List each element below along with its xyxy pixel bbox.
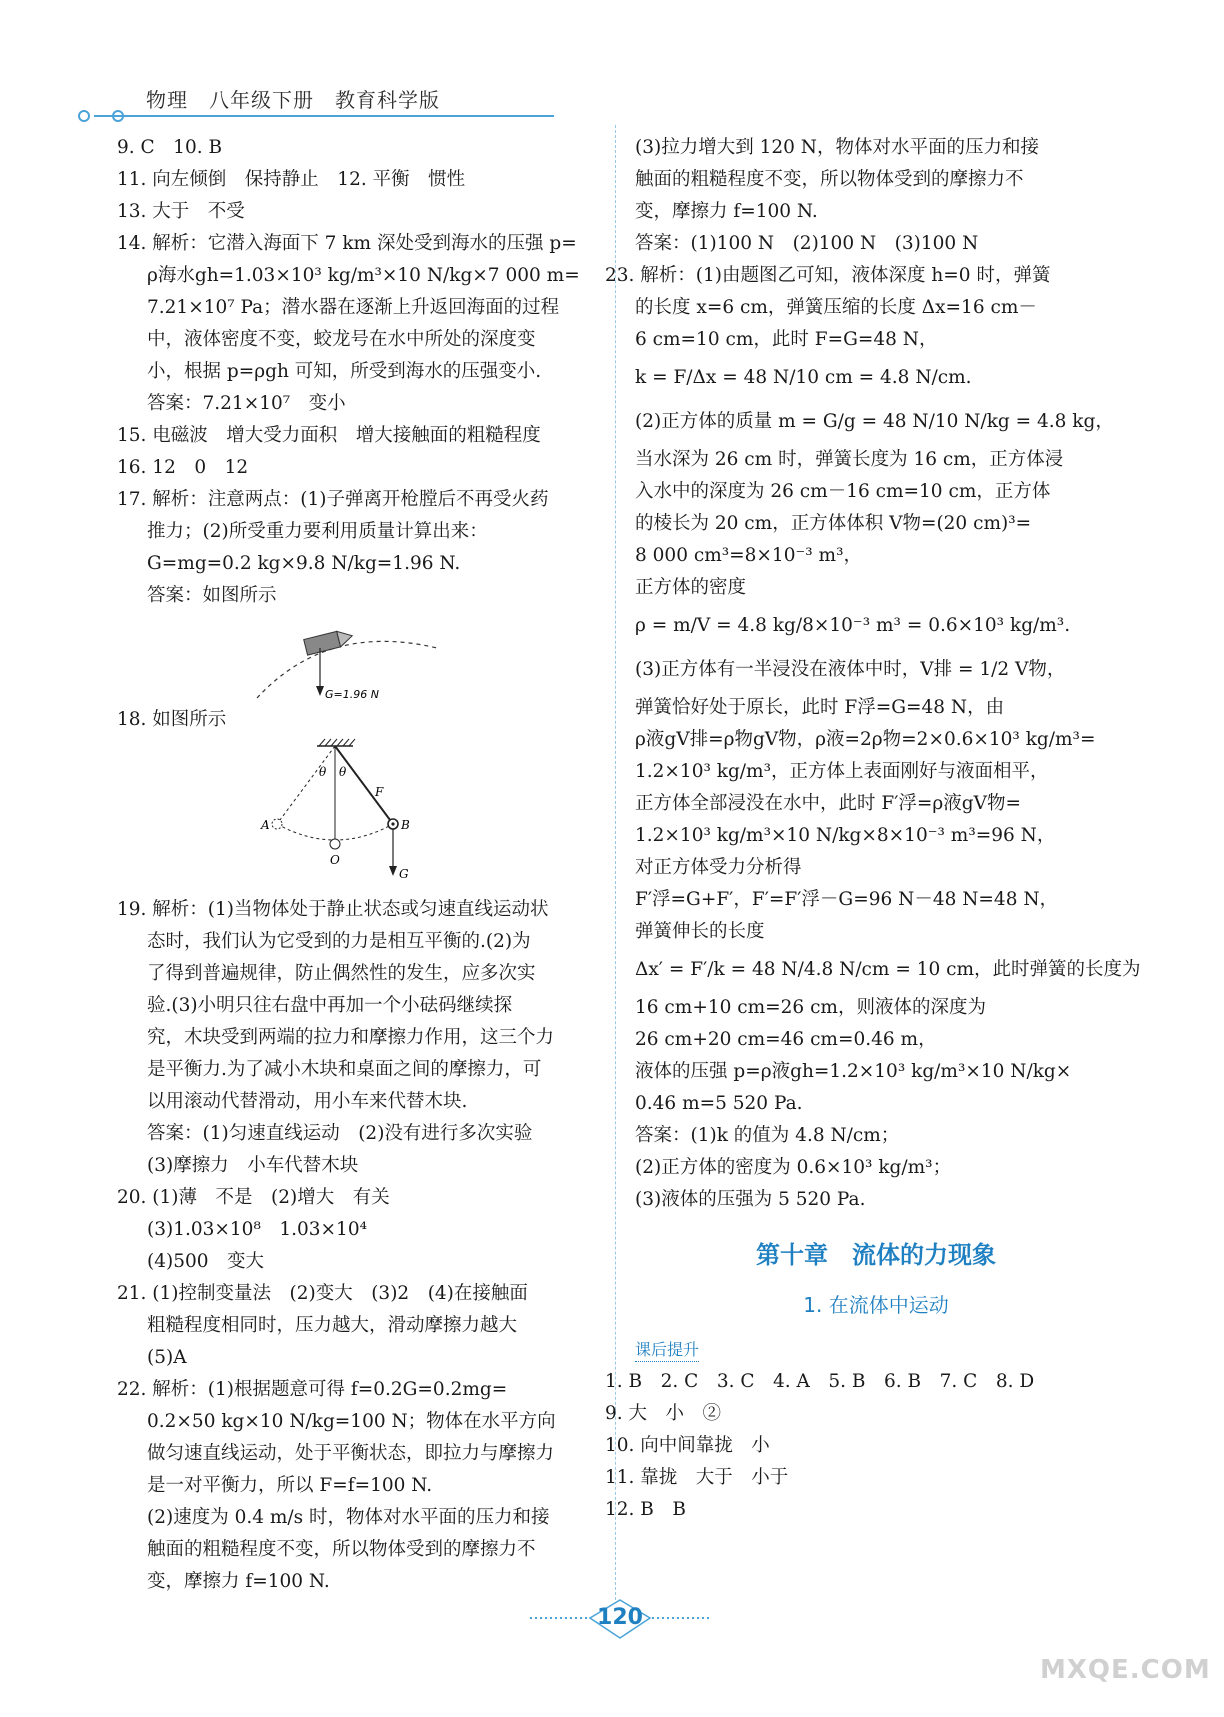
page-number-area [530,1598,710,1642]
pendulum-string-b [335,746,393,824]
answer-line: 6 cm=10 cm，此时 F=G=48 N， [635,329,938,350]
answer-line: 弹簧恰好处于原长，此时 F浮=G=48 N，由 [635,697,1005,718]
answer-line: 16 cm+10 cm=26 cm，则液体的深度为 [635,997,986,1018]
formula-line: k = F/Δx = 48 N/10 cm = 4.8 N/cm. [635,367,972,388]
answer-line: 18. 如图所示 [117,709,227,730]
point-label-o: O [330,853,340,867]
ceiling-hatch [319,739,355,746]
answer-line: 10. 向中间靠拢 小 [605,1435,770,1456]
answer-line: 26 cm+20 cm=46 cm=0.46 m， [635,1029,937,1050]
answer-line: 究，木块受到两端的拉力和摩擦力作用，这三个力 [147,1027,555,1048]
answer-line: 推力；(2)所受重力要利用质量计算出来： [147,521,488,542]
header-line [94,115,554,117]
answer-line: ρ海水gh=1.03×10³ kg/m³×10 N/kg×7 000 m= [147,265,580,286]
answer-line: (3)摩擦力 小车代替木块 [147,1155,359,1176]
answer-line: ρ液gV排=ρ物gV物，ρ液=2ρ物=2×0.6×10³ kg/m³= [635,729,1096,750]
page-number: 120 [597,1605,643,1630]
bullet-trajectory-diagram [117,612,595,704]
answer-line: 是一对平衡力，所以 F=f=100 N. [147,1475,433,1496]
formula-line: ρ = m/V = 4.8 kg/8×10⁻³ m³ = 0.6×10³ kg/m³. [635,615,1071,636]
answer-line: 19. 解析：(1)当物体处于静止状态或匀速直线运动状 [117,899,549,920]
answer-line: 弹簧伸长的长度 [635,921,765,942]
answer-line: 正方体全部浸没在水中，此时 F′浮=ρ液gV物= [635,793,1021,814]
figure-17 [117,612,595,704]
answer-line: 答案：如图所示 [147,585,277,606]
point-label-a: A [261,818,270,832]
figure-18 [117,736,595,894]
ball-o [330,839,340,849]
answer-line: 答案：7.21×10⁷ 变小 [147,393,346,414]
left-column [117,132,595,1598]
answer-line: 1. B 2. C 3. C 4. A 5. B 6. B 7. C 8. D [605,1371,1035,1392]
formula-line: (3)正方体有一半浸没在液体中时，V排 = 1/2 V物， [635,659,1066,680]
answer-line: (2)正方体的密度为 0.6×10³ kg/m³； [635,1157,952,1178]
pendulum-diagram [117,736,595,894]
bullet-icon [304,628,354,655]
answer-line: 验.(3)小明只往右盘中再加一个小砝码继续探 [147,995,513,1016]
answer-line: (3)1.03×10⁸ 1.03×10⁴ [147,1219,368,1240]
answer-line: 粗糙程度相同时，压力越大，滑动摩擦力越大 [147,1315,518,1336]
answer-line: 20. (1)薄 不是 (2)增大 有关 [117,1187,390,1208]
chapter-title: 第十章 流体的力现象 [756,1241,996,1269]
answer-line: 23. 解析：(1)由题图乙可知，液体深度 h=0 时，弹簧 [605,265,1051,286]
answer-line: 答案：(1)匀速直线运动 (2)没有进行多次实验 [147,1123,533,1144]
answer-line: 触面的粗糙程度不变，所以物体受到的摩擦力不 [147,1539,536,1560]
answer-line: 触面的粗糙程度不变，所以物体受到的摩擦力不 [635,169,1024,190]
answer-line: 对正方体受力分析得 [635,857,802,878]
answer-line: 答案：(1)k 的值为 4.8 N/cm； [635,1125,900,1146]
answer-line: (4)500 变大 [147,1251,265,1272]
angle-label-right: θ [339,765,347,779]
answer-line: 小，根据 p=ρgh 可知，所受到海水的压强变小. [147,361,542,382]
gravity-arrowhead-b [389,866,397,876]
answer-line: 态时，我们认为它受到的力是相互平衡的.(2)为 [147,931,531,952]
answer-line: 入水中的深度为 26 cm－16 cm=10 cm，正方体 [635,481,1051,502]
ball-a [272,819,282,829]
answer-line: 7.21×10⁷ Pa；潜水器在逐渐上升返回海面的过程 [147,297,560,318]
answer-line: 做匀速直线运动，处于平衡状态，即拉力与摩擦力 [147,1443,555,1464]
answer-line: 21. (1)控制变量法 (2)变大 (3)2 (4)在接触面 [117,1283,528,1304]
answer-line: 正方体的密度 [635,577,747,598]
force-label-g: G [399,867,409,881]
point-label-b: B [401,818,410,832]
angle-label-left: θ [319,765,327,779]
answer-line: 以用滚动代替滑动，用小车来代替木块. [147,1091,468,1112]
answer-line: 1.2×10³ kg/m³×10 N/kg×8×10⁻³ m³=96 N， [635,825,1056,846]
answer-line: (2)速度为 0.4 m/s 时，物体对水平面的压力和接 [147,1507,550,1528]
answer-line: (3)液体的压强为 5 520 Pa. [635,1189,866,1210]
answer-line: G=mg=0.2 kg×9.8 N/kg=1.96 N. [147,553,461,574]
header-dot-icon [78,110,90,122]
answer-line: 0.46 m=5 520 Pa. [635,1093,803,1114]
answer-line: 9. 大 小 ② [605,1403,722,1424]
formula-line: (2)正方体的质量 m = G/g = 48 N/10 N/kg = 4.8 kg， [635,411,1114,432]
answer-line: 12. B B [605,1499,686,1520]
answer-line: 是平衡力.为了减小木块和桌面之间的摩擦力，可 [147,1059,542,1080]
answer-line: 16. 12 0 12 [117,457,249,478]
formula-line: Δx′ = F′/k = 48 N/4.8 N/cm = 10 cm，此时弹簧的长度为 [635,959,1141,980]
answer-line: 9. C 10. B [117,137,223,158]
answer-line: 14. 解析：它潜入海面下 7 km 深处受到海水的压强 p= [117,233,577,254]
answer-line: (5)A [147,1347,187,1368]
answer-line: 17. 解析：注意两点：(1)子弹离开枪膛后不再受火药 [117,489,549,510]
answer-line: 8 000 cm³=8×10⁻³ m³， [635,545,862,566]
answer-line: 变，摩擦力 f=100 N. [635,201,818,222]
pendulum-left-line [277,746,335,824]
answer-line: 的长度 x=6 cm，弹簧压缩的长度 Δx=16 cm－ [635,297,1037,318]
answer-line: 0.2×50 kg×10 N/kg=100 N；物体在水平方向 [147,1411,556,1432]
answer-line: 11. 向左倾倒 保持静止 12. 平衡 惯性 [117,169,466,190]
answer-line: 了得到普遍规律，防止偶然性的发生，应多次实 [147,963,536,984]
answer-line: 13. 大于 不受 [117,201,245,222]
answer-line: 中，液体密度不变，蛟龙号在水中所处的深度变 [147,329,536,350]
section-tag: 课后提升 [635,1339,699,1362]
answer-line: 1.2×10³ kg/m³，正方体上表面刚好与液面相平， [635,761,1049,782]
gravity-arrowhead [316,686,324,696]
ball-b-center [391,822,394,825]
page-header [84,82,554,122]
answer-line: 15. 电磁波 增大受力面积 增大接触面的粗糙程度 [117,425,541,446]
answer-line: (3)拉力增大到 120 N，物体对水平面的压力和接 [635,137,1039,158]
answer-line: 当水深为 26 cm 时，弹簧长度为 16 cm，正方体浸 [635,449,1064,470]
answer-line: 答案：(1)100 N (2)100 N (3)100 N [635,233,979,254]
section-title: 1. 在流体中运动 [803,1293,949,1317]
answer-line: 液体的压强 p=ρ液gh=1.2×10³ kg/m³×10 N/kg× [635,1061,1072,1082]
answer-line: F′浮=G+F′，F′=F′浮－G=96 N－48 N=48 N， [635,889,1059,910]
header-title: 物理 八年级下册 教育科学版 [146,88,440,112]
gravity-label: G=1.96 N [325,688,379,701]
answer-line: 的棱长为 20 cm，正方体体积 V物=(20 cm)³= [635,513,1032,534]
answer-line: 11. 靠拢 大于 小于 [605,1467,789,1488]
answer-line: 变，摩擦力 f=100 N. [147,1571,330,1592]
right-column [605,132,1141,1526]
force-label-f: F [375,785,384,799]
watermark: MXQE.COM [1040,1655,1211,1685]
answer-line: 22. 解析：(1)根据题意可得 f=0.2G=0.2mg= [117,1379,508,1400]
